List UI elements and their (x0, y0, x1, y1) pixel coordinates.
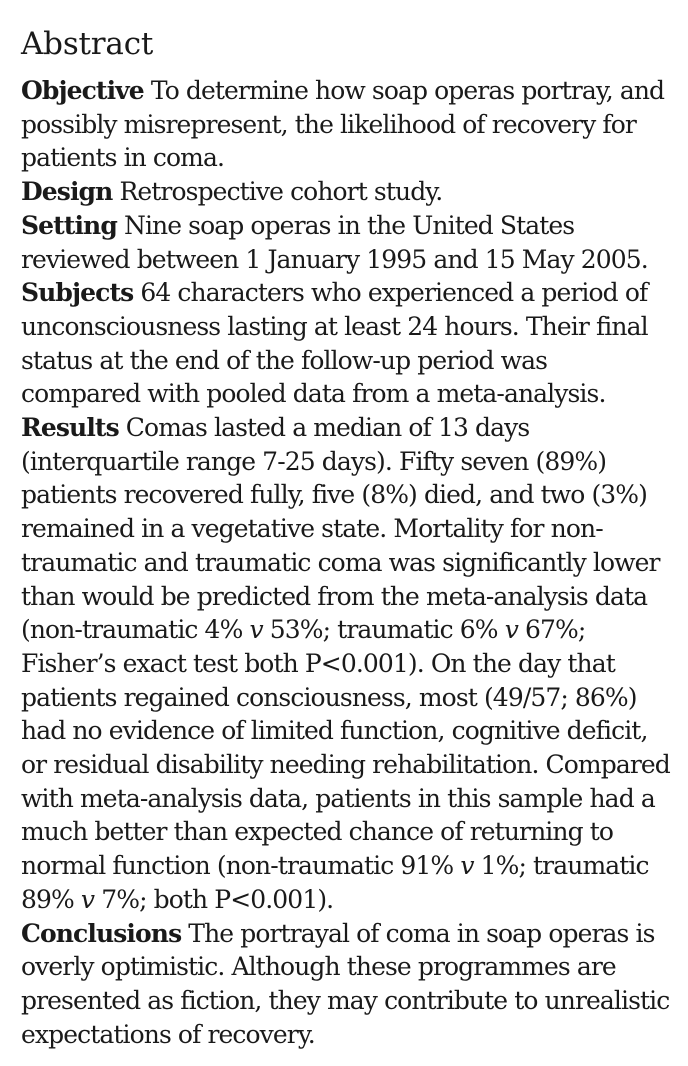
section-text-objective: To determine how soap operas portray, and possibly misrepresent, the likelihood of recovery for patients in coma. (21, 76, 665, 173)
section-label-conclusions: Conclusions (21, 918, 182, 948)
section-text-conclusions: The portrayal of coma in soap operas is overly optimistic. Although these programmes are presented as fiction, they may contribute to unrealistic expectations of recovery. (21, 918, 670, 1049)
section-results (21, 411, 672, 917)
section-label-subjects: Subjects (21, 278, 134, 308)
section-label-design: Design (21, 177, 113, 207)
section-text-results: Comas lasted a median of 13 days (interquartile range 7-25 days). Fifty seven (89%) patients recovered fully, five (8%) died, and two (3%) remained in a vegetative state. Mortality for non-traumatic and traumatic coma was significantly lower than would be predicted from the meta-analysis data (non-traumatic 4% v 53%; traumatic 6% v 67%; Fisher’s exact test both P<0.001). On the day that patients regained consciousness, most (49/57; 86%) had no evidence of limited function, cognitive deficit, or residual disability needing rehabilitation. Compared with meta-analysis data, patients in this sample had a much better than expected chance of returning to normal function (non-traumatic 91% v 1%; traumatic 89% v 7%; both P<0.001). (21, 413, 670, 914)
section-subjects (21, 276, 672, 411)
section-setting (21, 209, 672, 276)
section-design (21, 175, 672, 209)
section-objective (21, 74, 672, 175)
section-text-setting: Nine soap operas in the United States reviewed between 1 January 1995 and 15 May 2005. (21, 210, 648, 274)
section-text-design: Retrospective cohort study. (112, 177, 443, 207)
section-label-results: Results (21, 413, 119, 443)
abstract-heading: Abstract (21, 26, 154, 62)
abstract-body (21, 74, 672, 1051)
section-label-setting: Setting (21, 210, 117, 240)
section-label-objective: Objective (21, 76, 144, 105)
section-text-subjects: 64 characters who experienced a period of unconsciousness lasting at least 24 hours. Their final status at the end of the follow-up period was compared with pooled data from a meta-analysis. (21, 278, 648, 409)
section-conclusions (21, 917, 672, 1052)
